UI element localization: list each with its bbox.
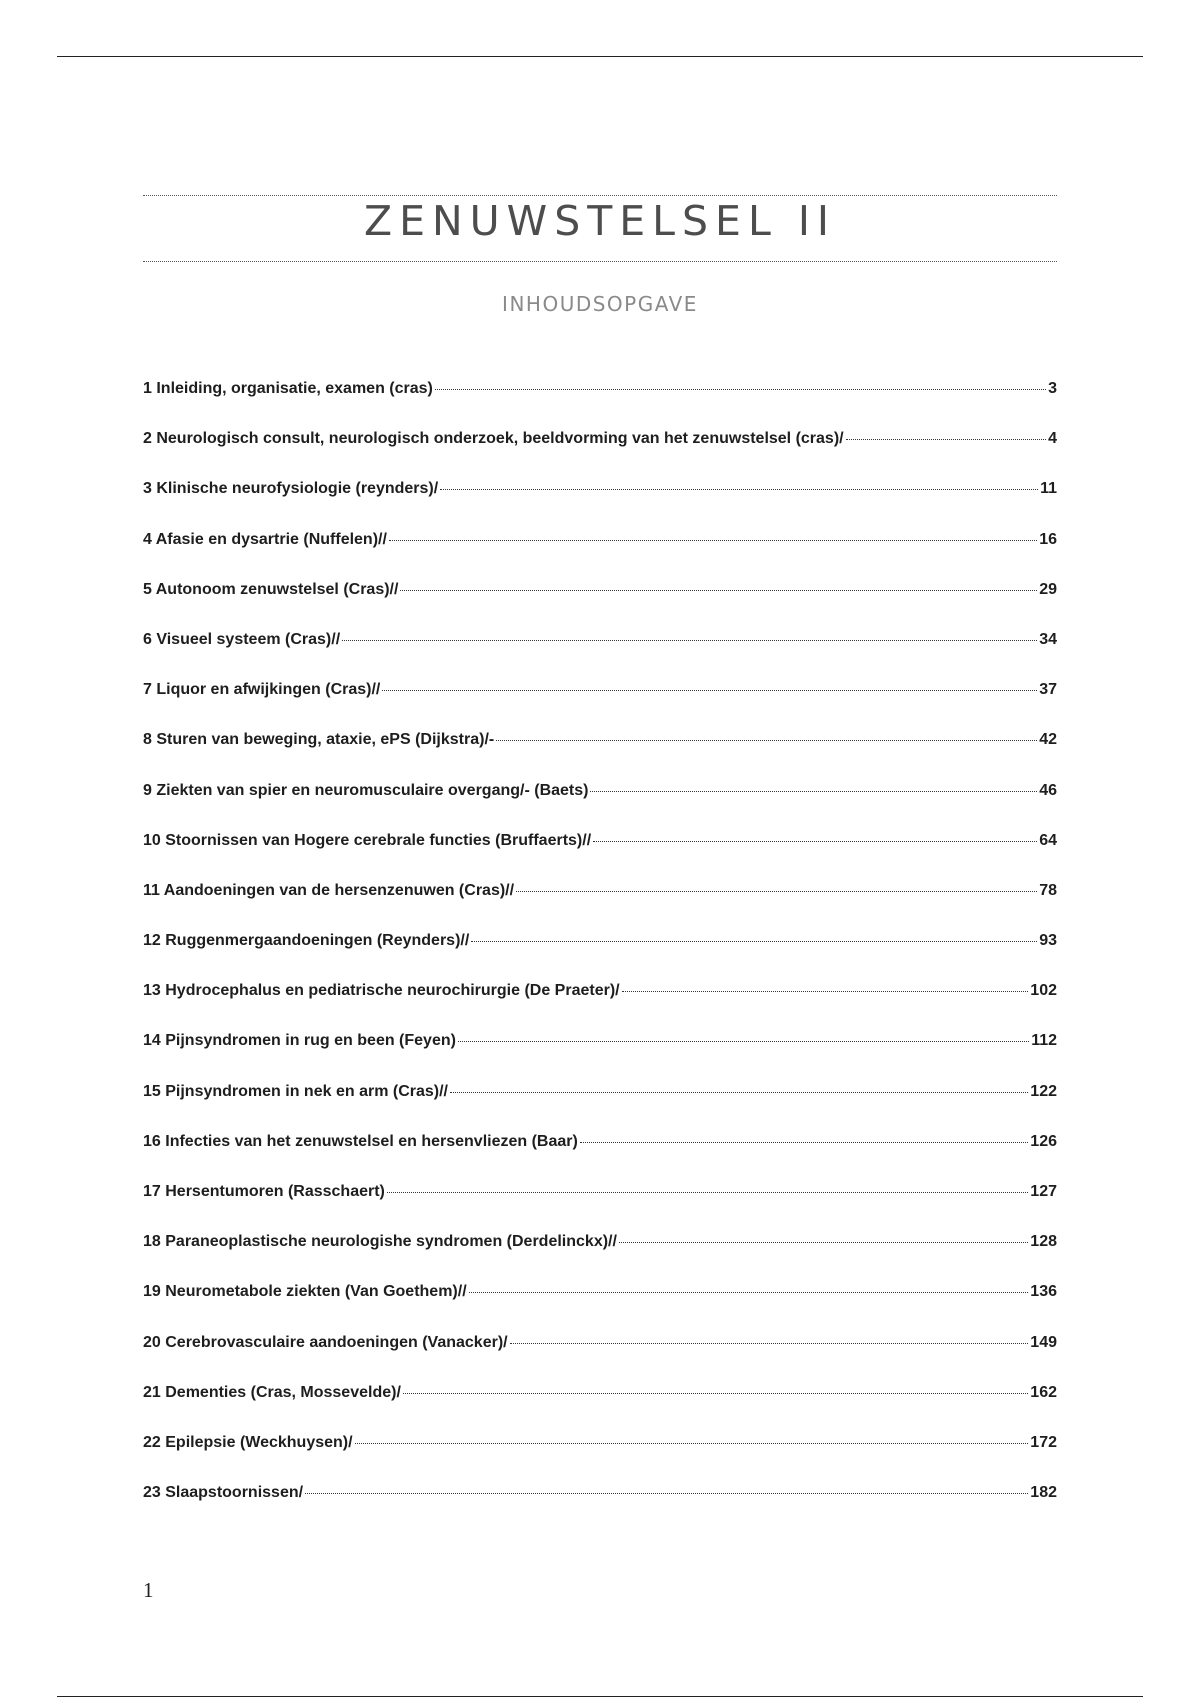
toc-entry[interactable] [143, 731, 1057, 781]
toc-entry[interactable] [143, 531, 1057, 581]
toc-entry-title: 20 Cerebrovasculaire aandoeningen (Vanacker)/ [143, 1333, 508, 1351]
toc-entry-page-number: 102 [1030, 982, 1057, 1000]
page-number: 1 [143, 1578, 154, 1602]
toc-entry-title: 22 Epilepsie (Weckhuysen)/ [143, 1433, 353, 1451]
toc-dot-leader [496, 740, 1037, 741]
header-rule [57, 56, 1143, 57]
toc-entry-page-number: 11 [1040, 480, 1057, 498]
table-of-contents [143, 380, 1057, 1534]
toc-entry-page-number: 34 [1039, 630, 1057, 648]
toc-entry-page-number: 4 [1048, 430, 1057, 448]
toc-entry-page-number: 182 [1030, 1484, 1057, 1502]
toc-entry-page-number: 78 [1039, 881, 1057, 899]
toc-entry[interactable] [143, 1183, 1057, 1233]
toc-entry[interactable] [143, 1334, 1057, 1384]
toc-entry-title: 8 Sturen van beweging, ataxie, ePS (Dijkstra)/- [143, 731, 495, 749]
toc-entry[interactable] [143, 982, 1057, 1032]
toc-dot-leader [580, 1142, 1028, 1143]
toc-dot-leader [458, 1041, 1029, 1042]
toc-dot-leader [387, 1192, 1028, 1193]
toc-entry[interactable] [143, 1233, 1057, 1283]
toc-entry[interactable] [143, 1434, 1057, 1484]
toc-entry[interactable] [143, 1032, 1057, 1082]
title-bottom-dotted-rule [143, 261, 1057, 262]
toc-dot-leader [469, 1292, 1029, 1293]
toc-entry[interactable] [143, 1484, 1057, 1534]
toc-entry-page-number: 162 [1030, 1383, 1057, 1401]
toc-entry-title: 10 Stoornissen van Hogere cerebrale functies (Bruffaerts)// [143, 831, 592, 849]
toc-entry-page-number: 127 [1030, 1183, 1057, 1200]
toc-dot-leader [619, 1242, 1028, 1243]
toc-entry-title: 3 Klinische neurofysiologie (reynders)/ [143, 480, 439, 498]
toc-entry-page-number: 149 [1030, 1333, 1057, 1351]
toc-entry-title: 12 Ruggenmergaandoeningen (Reynders)// [143, 932, 470, 950]
toc-entry-page-number: 42 [1039, 731, 1057, 749]
toc-entry[interactable] [143, 1133, 1057, 1183]
toc-entry[interactable] [143, 480, 1057, 530]
toc-entry[interactable] [143, 882, 1057, 932]
toc-dot-leader [389, 540, 1037, 541]
toc-entry-title: 15 Pijnsyndromen in nek en arm (Cras)// [143, 1082, 448, 1100]
toc-dot-leader [593, 841, 1037, 842]
toc-entry-title: 18 Paraneoplastische neurologishe syndromen (Derdelinckx)// [143, 1233, 617, 1251]
toc-dot-leader [516, 891, 1037, 892]
toc-heading: INHOUDSOPGAVE [502, 292, 698, 316]
toc-dot-leader [305, 1493, 1028, 1494]
toc-entry-page-number: 46 [1039, 781, 1057, 799]
toc-entry[interactable] [143, 932, 1057, 982]
toc-dot-leader [450, 1092, 1028, 1093]
toc-entry-page-number: 112 [1031, 1032, 1057, 1050]
toc-entry[interactable] [143, 581, 1057, 631]
toc-entry-title: 16 Infecties van het zenuwstelsel en hersenvliezen (Baar) [143, 1132, 578, 1150]
toc-entry-title: 2 Neurologisch consult, neurologisch onderzoek, beeldvorming van het zenuwstelsel (cras)/ [143, 430, 844, 448]
toc-entry[interactable] [143, 1283, 1057, 1333]
toc-dot-leader [622, 991, 1029, 992]
toc-entry-title: 7 Liquor en afwijkingen (Cras)// [143, 681, 381, 699]
toc-entry[interactable] [143, 832, 1057, 882]
toc-entry-page-number: 16 [1039, 530, 1057, 548]
toc-entry-page-number: 136 [1030, 1283, 1057, 1301]
toc-entry-page-number: 64 [1039, 831, 1057, 849]
toc-dot-leader [342, 640, 1037, 641]
toc-entry-page-number: 122 [1030, 1082, 1057, 1100]
toc-entry[interactable] [143, 782, 1057, 832]
footer-rule [57, 1696, 1143, 1697]
toc-entry-title: 19 Neurometabole ziekten (Van Goethem)// [143, 1283, 467, 1301]
toc-entry[interactable] [143, 681, 1057, 731]
toc-entry-title: 5 Autonoom zenuwstelsel (Cras)// [143, 580, 399, 598]
toc-entry-title: 21 Dementies (Cras, Mossevelde)/ [143, 1383, 401, 1401]
toc-dot-leader [510, 1343, 1029, 1344]
toc-entry-page-number: 126 [1030, 1132, 1057, 1150]
toc-entry-page-number: 3 [1048, 380, 1057, 397]
toc-entry-page-number: 37 [1039, 681, 1057, 699]
toc-dot-leader [355, 1443, 1029, 1444]
toc-entry-page-number: 93 [1039, 932, 1057, 950]
toc-dot-leader [846, 439, 1047, 440]
toc-entry-title: 4 Afasie en dysartrie (Nuffelen)// [143, 530, 387, 548]
toc-dot-leader [400, 590, 1037, 591]
toc-dot-leader [440, 489, 1038, 490]
toc-entry-title: 23 Slaapstoornissen/ [143, 1484, 304, 1502]
toc-entry-title: 9 Ziekten van spier en neuromusculaire overgang/- (Baets) [143, 781, 589, 799]
toc-dot-leader [382, 690, 1037, 691]
toc-dot-leader [435, 389, 1046, 390]
toc-entry-title: 6 Visueel systeem (Cras)// [143, 630, 341, 648]
toc-entry-title: 17 Hersentumoren (Rasschaert) [143, 1183, 385, 1200]
toc-entry-title: 11 Aandoeningen van de hersenzenuwen (Cras)// [143, 881, 515, 899]
toc-entry-title: 13 Hydrocephalus en pediatrische neurochirurgie (De Praeter)/ [143, 982, 620, 1000]
toc-entry[interactable] [143, 631, 1057, 681]
toc-entry[interactable] [143, 430, 1057, 480]
document-title: ZENUWSTELSEL II [363, 197, 837, 245]
toc-entry-page-number: 172 [1030, 1433, 1057, 1451]
toc-dot-leader [590, 791, 1037, 792]
toc-entry-page-number: 29 [1039, 580, 1057, 598]
toc-entry-title: 14 Pijnsyndromen in rug en been (Feyen) [143, 1032, 456, 1050]
toc-entry-page-number: 128 [1030, 1233, 1057, 1251]
toc-dot-leader [403, 1393, 1028, 1394]
toc-entry-title: 1 Inleiding, organisatie, examen (cras) [143, 380, 433, 397]
toc-entry[interactable] [143, 1384, 1057, 1434]
toc-entry[interactable] [143, 1083, 1057, 1133]
toc-dot-leader [471, 941, 1037, 942]
toc-entry[interactable] [143, 380, 1057, 430]
